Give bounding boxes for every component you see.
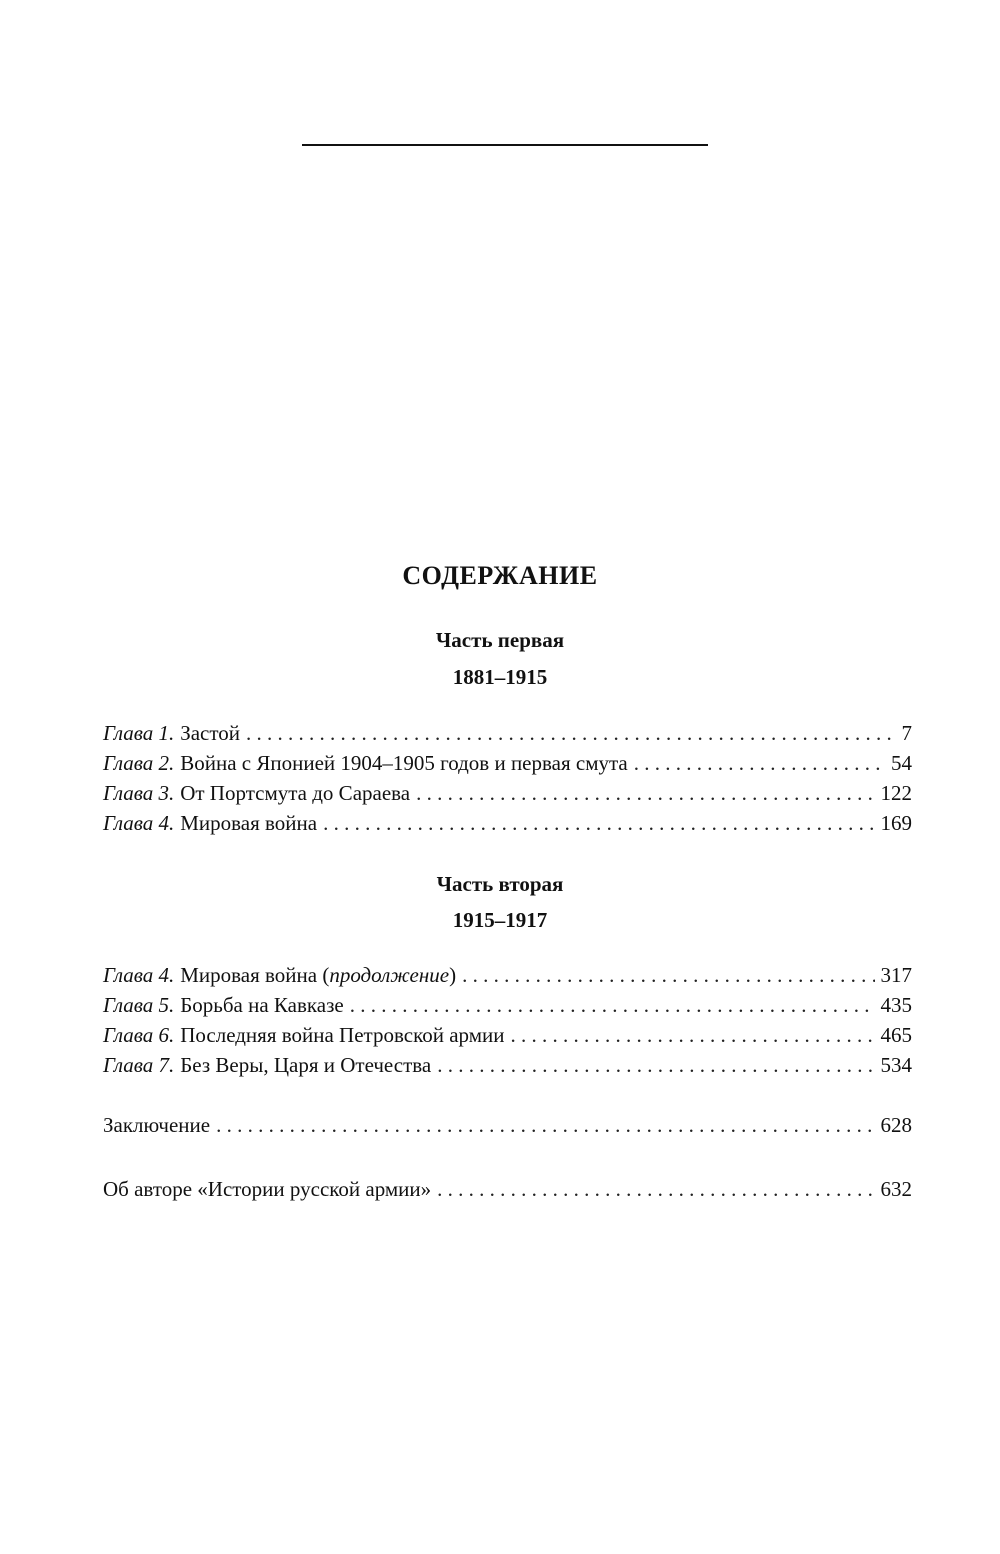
dot-leader xyxy=(246,718,895,748)
conclusion-entry-wrap xyxy=(103,1110,912,1140)
page-number: 317 xyxy=(880,963,912,987)
dot-leader xyxy=(437,1050,874,1080)
toc-entry[interactable] xyxy=(103,960,912,990)
page-number: 435 xyxy=(880,993,912,1017)
dot-leader xyxy=(437,1174,874,1204)
toc-entry[interactable] xyxy=(103,718,912,748)
page-number: 122 xyxy=(880,781,912,805)
chapter-title: Без Веры, Царя и Отечества xyxy=(180,1053,432,1077)
top-rule xyxy=(302,144,708,146)
chapter-title xyxy=(180,960,456,990)
chapter-number: Глава 4. xyxy=(103,963,175,987)
part1-heading: Часть первая xyxy=(435,628,565,652)
page-number: 465 xyxy=(880,1023,912,1047)
dot-leader xyxy=(416,778,874,808)
chapter-title: Последняя война Петровской армии xyxy=(180,1023,505,1047)
dot-leader xyxy=(634,748,885,778)
toc-entry-conclusion[interactable] xyxy=(103,1110,912,1140)
chapter-number: Глава 4. xyxy=(103,811,175,835)
about-entry-wrap xyxy=(103,1174,912,1204)
dot-leader xyxy=(462,960,874,990)
chapter-number: Глава 1. xyxy=(103,721,175,745)
chapter-title: От Портсмута до Сараева xyxy=(180,781,411,805)
chapter-number: Глава 7. xyxy=(103,1053,175,1077)
chapter-number: Глава 2. xyxy=(103,751,175,775)
page-number: 7 xyxy=(901,721,912,745)
dot-leader xyxy=(350,990,875,1020)
chapter-title-prefix: Мировая война ( xyxy=(180,963,330,987)
page-number: 169 xyxy=(880,811,912,835)
chapter-number: Глава 3. xyxy=(103,781,175,805)
toc-title: СОДЕРЖАНИЕ xyxy=(402,561,598,590)
part2-heading: Часть вторая xyxy=(436,872,564,896)
toc-entry-about[interactable] xyxy=(103,1174,912,1204)
dot-leader xyxy=(216,1110,874,1140)
part2-years: 1915–1917 xyxy=(452,908,548,932)
chapter-title-italic: продолжение xyxy=(329,963,450,987)
part1-years: 1881–1915 xyxy=(452,665,548,689)
part2-entries xyxy=(103,960,912,1080)
conclusion-title: Заключение xyxy=(103,1113,211,1137)
chapter-title: Борьба на Кавказе xyxy=(180,993,344,1017)
page-number: 534 xyxy=(880,1053,912,1077)
chapter-number: Глава 6. xyxy=(103,1023,175,1047)
page-number: 54 xyxy=(891,751,912,775)
chapter-title: Мировая война xyxy=(180,811,318,835)
toc-entry[interactable] xyxy=(103,778,912,808)
about-title: Об авторе «Истории русской армии» xyxy=(103,1177,432,1201)
dot-leader xyxy=(323,808,874,838)
chapter-title: Война с Японией 1904–1905 годов и первая смута xyxy=(180,751,628,775)
page-number: 628 xyxy=(880,1113,912,1137)
toc-entry[interactable] xyxy=(103,1050,912,1080)
dot-leader xyxy=(511,1020,875,1050)
part1-entries xyxy=(103,718,912,838)
page-number: 632 xyxy=(880,1177,912,1201)
toc-entry[interactable] xyxy=(103,1020,912,1050)
toc-entry[interactable] xyxy=(103,808,912,838)
chapter-title: Застой xyxy=(180,721,241,745)
chapter-number: Глава 5. xyxy=(103,993,175,1017)
chapter-title-suffix: ) xyxy=(449,963,457,987)
toc-entry[interactable] xyxy=(103,990,912,1020)
toc-entry[interactable] xyxy=(103,748,912,778)
